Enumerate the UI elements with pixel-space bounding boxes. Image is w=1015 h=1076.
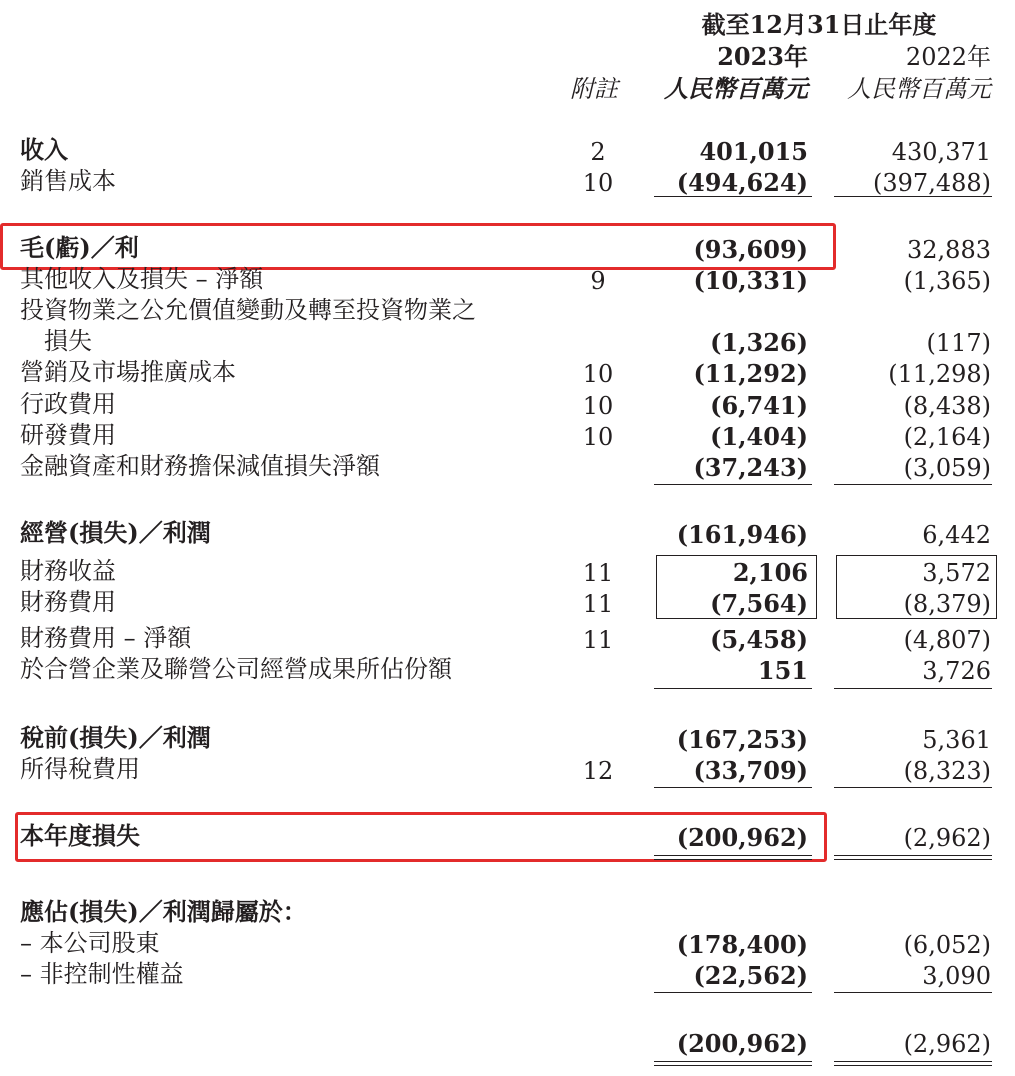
row-label-jv-share: 於合營企業及聯營公司經營成果所佔份額 <box>20 655 452 683</box>
row-note-finance-costs: 11 <box>582 590 614 618</box>
row-value-2022-cost-of-sales: (397,488) <box>873 169 991 197</box>
subtotal-rule-2022 <box>834 484 992 485</box>
row-value-2023-owners: (178,400) <box>676 930 808 959</box>
row-note-rnd: 10 <box>582 423 614 451</box>
period-heading: 截至12月31日止年度 <box>701 10 937 39</box>
row-value-2022-marketing: (11,298) <box>888 360 991 388</box>
row-value-2023-admin: (6,741) <box>710 391 808 420</box>
subtotal-rule-2023 <box>654 196 812 197</box>
row-label-nci: – 非控制性權益 <box>20 960 184 988</box>
row-note-other-income: 9 <box>590 267 606 295</box>
row-label-other-income: 其他收入及損失 – 淨額 <box>20 265 264 293</box>
subtotal-rule-2023 <box>654 484 812 485</box>
row-note-admin: 10 <box>582 392 614 420</box>
row-value-2022-rnd: (2,164) <box>903 423 991 451</box>
row-value-2022-jv-share: 3,726 <box>922 657 991 685</box>
total-double-rule-2023 <box>654 855 812 860</box>
attributable-heading: 應佔(損失)／利潤歸屬於： <box>20 897 307 926</box>
row-value-2022-admin: (8,438) <box>903 392 991 420</box>
row-note-revenue: 2 <box>590 138 606 166</box>
row-label-impairment: 金融資產和財務擔保減值損失淨額 <box>20 452 380 480</box>
note-column-heading: 附註 <box>570 75 618 103</box>
row-label-operating: 經營(損失)／利潤 <box>20 518 211 547</box>
row-value-2023-other-income: (10,331) <box>693 266 808 295</box>
unit-2022-heading: 人民幣百萬元 <box>847 75 991 103</box>
row-value-2022-operating: 6,442 <box>922 521 991 549</box>
row-label-owners: – 本公司股東 <box>20 929 160 957</box>
row-value-2023-tax: (33,709) <box>693 756 808 785</box>
row-value-2023-gross: (93,609) <box>693 235 808 264</box>
subtotal-rule-2023 <box>654 992 812 993</box>
subtotal-rule-2023 <box>654 787 812 788</box>
row-label-loss-year: 本年度損失 <box>20 821 140 850</box>
row-value-2022-owners: (6,052) <box>903 931 991 959</box>
row-label-revenue: 收入 <box>20 135 68 164</box>
subtotal-rule-2022 <box>834 688 992 689</box>
row-label-admin: 行政費用 <box>20 390 116 418</box>
subtotal-rule-2022 <box>834 787 992 788</box>
row-value-2022-finance-income: 3,572 <box>922 559 991 587</box>
row-value-2023-fair-value: (1,326) <box>710 328 808 357</box>
row-value-2023-operating: (161,946) <box>676 520 808 549</box>
row-value-2023-impairment: (37,243) <box>693 453 808 482</box>
total-double-rule-2022 <box>834 1061 992 1066</box>
row-value-2022-finance-costs: (8,379) <box>903 590 991 618</box>
row-value-2022-tax: (8,323) <box>903 757 991 785</box>
row-note-finance-income: 11 <box>582 559 614 587</box>
row-value-2022-pretax: 5,361 <box>922 726 991 754</box>
row-label-tax: 所得稅費用 <box>20 755 140 783</box>
row-value-2023-jv-share: 151 <box>757 656 808 685</box>
row-value-2023-loss-year: (200,962) <box>676 823 808 852</box>
row-value-2022-gross: 32,883 <box>907 236 991 264</box>
total-double-rule-2022 <box>834 855 992 860</box>
row-value-2023-nci: (22,562) <box>693 961 808 990</box>
row-label-marketing: 營銷及市場推廣成本 <box>20 358 236 386</box>
row-value-2023-total: (200,962) <box>676 1029 808 1058</box>
subtotal-rule-2022 <box>834 992 992 993</box>
row-value-2022-nci: 3,090 <box>922 962 991 990</box>
row-value-2022-finance-net: (4,807) <box>903 626 991 654</box>
row-value-2023-pretax: (167,253) <box>676 725 808 754</box>
row-value-2022-fair-value: (117) <box>926 329 991 357</box>
total-double-rule-2023 <box>654 1061 812 1066</box>
row-note-finance-net: 11 <box>582 626 614 654</box>
year-2023-heading: 2023年 <box>717 42 808 71</box>
row-value-2023-finance-costs: (7,564) <box>710 589 808 618</box>
row-value-2022-total: (2,962) <box>903 1030 991 1058</box>
row-label-cost-of-sales: 銷售成本 <box>20 167 116 195</box>
row-label-gross: 毛(虧)／利 <box>20 233 139 262</box>
row-label-fair-value-line2: 損失 <box>44 327 92 355</box>
row-label-fair-value-line1: 投資物業之公允價值變動及轉至投資物業之 <box>20 296 476 324</box>
row-label-rnd: 研發費用 <box>20 421 116 449</box>
row-value-2023-marketing: (11,292) <box>693 359 808 388</box>
row-value-2023-finance-net: (5,458) <box>710 625 808 654</box>
row-label-finance-income: 財務收益 <box>20 557 116 585</box>
year-2022-heading: 2022年 <box>905 43 991 71</box>
subtotal-rule-2023 <box>654 688 812 689</box>
row-value-2022-revenue: 430,371 <box>891 138 991 166</box>
row-value-2022-other-income: (1,365) <box>903 267 991 295</box>
row-label-pretax: 稅前(損失)／利潤 <box>20 723 211 752</box>
row-label-finance-net: 財務費用 – 淨額 <box>20 624 192 652</box>
unit-2023-heading: 人民幣百萬元 <box>664 74 808 103</box>
row-value-2022-loss-year: (2,962) <box>903 824 991 852</box>
row-note-tax: 12 <box>582 757 614 785</box>
row-value-2023-finance-income: 2,106 <box>732 558 808 587</box>
row-note-cost-of-sales: 10 <box>582 169 614 197</box>
row-value-2023-cost-of-sales: (494,624) <box>676 168 808 197</box>
row-value-2023-revenue: 401,015 <box>699 137 808 166</box>
row-value-2023-rnd: (1,404) <box>710 422 808 451</box>
row-value-2022-impairment: (3,059) <box>903 454 991 482</box>
row-note-marketing: 10 <box>582 360 614 388</box>
subtotal-rule-2022 <box>834 196 992 197</box>
row-label-finance-costs: 財務費用 <box>20 588 116 616</box>
